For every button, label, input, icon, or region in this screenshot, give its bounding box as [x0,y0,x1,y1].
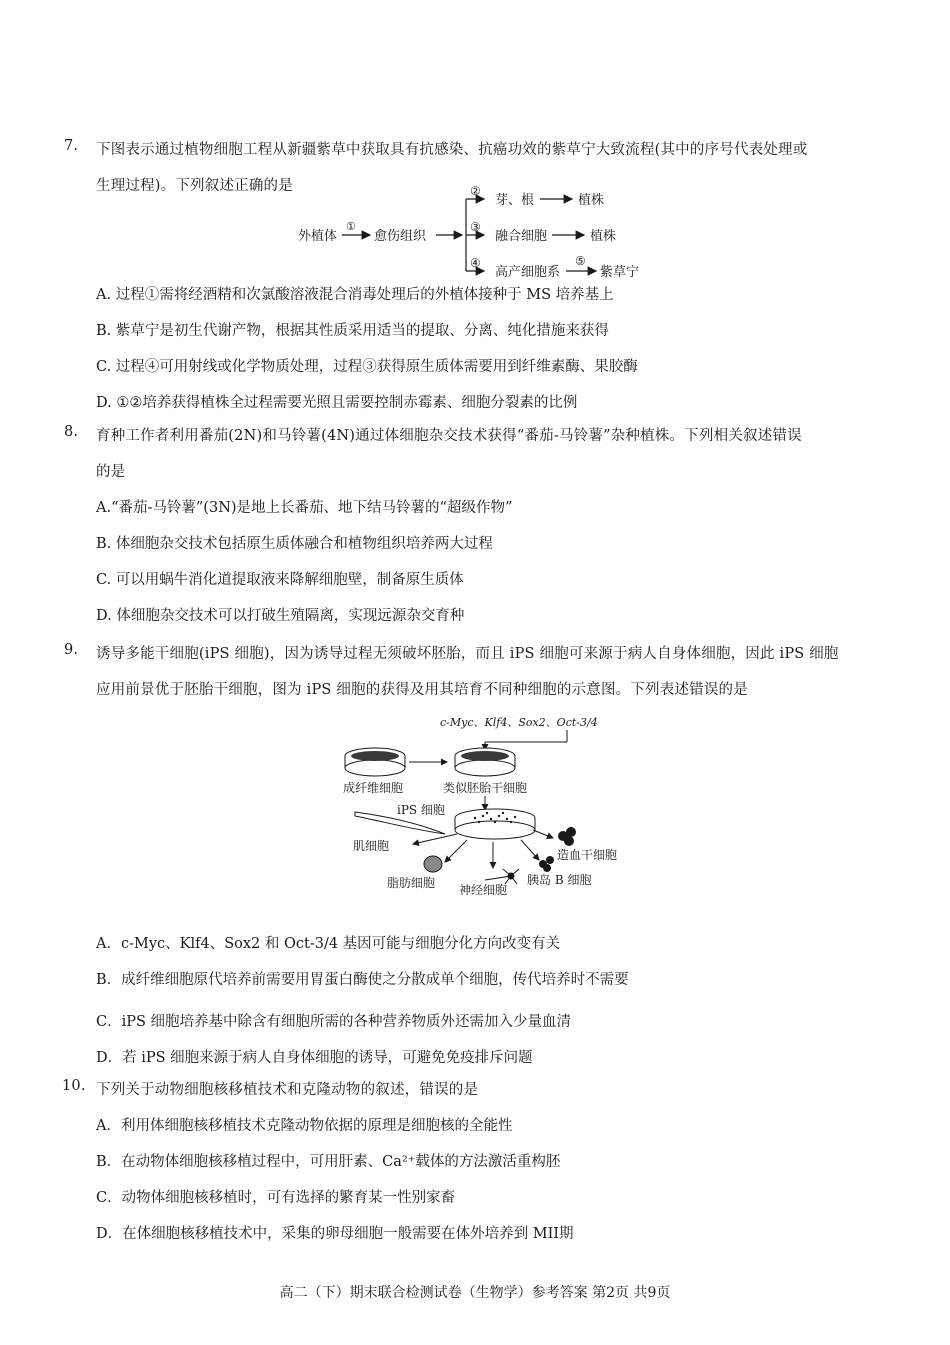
q9-nerve-cell-shape [485,869,519,884]
q9-islet-label: 胰岛 B 细胞 [527,873,592,887]
q8-option-b: B. 体细胞杂交技术包括原生质体融合和植物组织培养两大过程 [96,536,493,552]
q9-fat-label: 脂肪细胞 [387,876,436,890]
q7-fused-cell-label: 融合细胞 [495,229,548,244]
q8-option-c: C. 可以用蜗牛消化道提取液来降解细胞壁，制备原生质体 [96,572,464,588]
q8-number: 8. [64,424,79,440]
q7-plant2-label: 植株 [590,229,617,244]
q10-option-b: B．在动物体细胞核移植过程中，可用肝素、Ca²⁺载体的方法激活重构胚 [96,1154,561,1170]
q9-option-b: B．成纤维细胞原代培养前需要用胃蛋白酶使之分散成单个细胞，传代培养时不需要 [96,972,629,988]
q7-option-b: B. 紫草宁是初生代谢产物，根据其性质采用适当的提取、分离、纯化措施来获得 [96,323,609,339]
q9-islet-cell-shape [539,856,554,872]
q9-stem-line1: 诱导多能干细胞(iPS 细胞)，因为诱导过程无须破坏胚胎，而且 iPS 细胞可来源于病人自身体细胞，因此 iPS 细胞 [96,646,839,662]
q9-dish-ips [455,809,535,839]
q9-blood-stem-cell-shape [558,827,576,846]
q9-option-d: D．若 iPS 细胞来源于病人自身体细胞的诱导，可避免免疫排斥问题 [96,1050,533,1066]
q7-step3-label: ③ [470,220,481,234]
q7-high-yield-label: 高产细胞系 [495,265,561,280]
q7-step4-label: ④ [470,256,481,270]
q7-stem-line2: 生理过程)。下列叙述正确的是 [96,178,293,194]
q8-stem-line1: 育种工作者利用番茄(2N)和马铃薯(4N)通过体细胞杂交技术获得“番茄-马铃薯”杂种植株。下列相关叙述错误 [96,428,802,444]
q9-fibroblast-label: 成纤维细胞 [343,781,404,795]
q8-option-a: A.“番茄-马铃薯”(3N)是地上长番茄、地下结马铃薯的“超级作物” [96,500,513,516]
q7-flow-diagram [290,183,670,281]
q7-stem-line1: 下图表示通过植物细胞工程从新疆紫草中获取具有抗感染、抗癌功效的紫草宁大致流程(其中的序号代表处理或 [96,142,808,158]
q7-step5-label: ⑤ [575,254,586,268]
q7-shikonin-label: 紫草宁 [600,265,640,280]
q8-stem-line2: 的是 [96,464,126,480]
q7-plant1-label: 植株 [578,193,605,208]
q9-es-like-label: 类似胚胎干细胞 [443,781,528,795]
q9-nerve-label: 神经细胞 [459,883,508,897]
q9-option-c: C．iPS 细胞培养基中除含有细胞所需的各种营养物质外还需加入少量血清 [96,1014,572,1030]
q9-dish-fibroblast [345,748,405,776]
q7-callus-label: 愈伤组织 [374,229,427,244]
q7-step1-label: ① [346,220,356,233]
q9-stem-line2: 应用前景优于胚胎干细胞，图为 iPS 细胞的获得及用其培育不同种细胞的示意图。下列表述错误的是 [96,682,748,698]
q8-option-d: D. 体细胞杂交技术可以打破生殖隔离，实现远源杂交育种 [96,608,465,624]
q9-arrow-to-blood [533,830,553,838]
q10-stem-line1: 下列关于动物细胞核移植技术和克隆动物的叙述，错误的是 [96,1082,479,1098]
q7-step2-label: ② [470,184,481,198]
q9-muscle-label: 肌细胞 [353,839,390,853]
q7-option-a: A. 过程①需将经酒精和次氯酸溶液混合消毒处理后的外植体接种于 MS 培养基上 [96,287,614,303]
q7-option-c: C. 过程④可用射线或化学物质处理，过程③获得原生质体需要用到纤维素酶、果胶酶 [96,359,638,375]
page-footer: 高二（下）期末联合检测试卷（生物学）参考答案 第2页 共9页 [279,1285,671,1301]
q9-genes-label: c-Myc、Klf4、Sox2、Oct-3/4 [440,716,598,729]
q10-option-a: A．利用体细胞核移植技术克隆动物依据的原理是细胞核的全能性 [96,1118,513,1134]
q10-option-d: D．在体细胞核移植技术中，采集的卵母细胞一般需要在体外培养到 MII期 [96,1226,574,1242]
q9-arrow-to-fat [445,840,467,862]
q9-option-a: A．c-Myc、Klf4、Sox2 和 Oct-3/4 基因可能与细胞分化方向改变有关 [96,936,561,952]
q9-arrow-to-islet [521,840,539,860]
q7-bud-root-label: 芽、根 [495,193,535,208]
q7-number: 7. [64,138,79,154]
q9-fat-cell-shape [424,856,442,872]
q10-number: 10. [62,1078,86,1094]
q10-option-c: C．动物体细胞核移植时，可有选择的繁育某一性别家畜 [96,1190,456,1206]
q7-option-d: D. ①②培养获得植株全过程需要光照且需要控制赤霉素、细胞分裂素的比例 [96,395,578,411]
q9-ips-diagram [335,712,635,902]
q9-number: 9. [64,642,79,658]
q7-explant-label: 外植体 [298,229,338,244]
q9-blood-stem-label: 造血干细胞 [557,848,618,862]
q9-arrow-to-muscle [413,834,457,844]
q9-dish-es-like [455,748,515,776]
q9-ips-label: iPS 细胞 [397,803,445,817]
